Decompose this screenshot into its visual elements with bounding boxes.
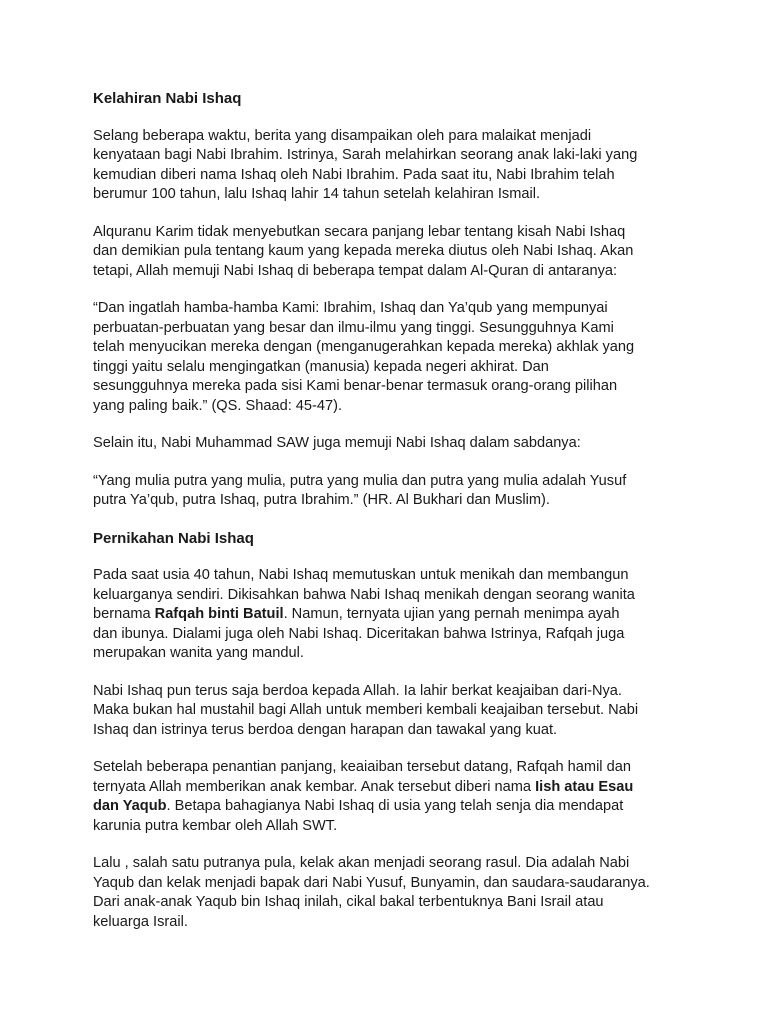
paragraph-nabi-muhammad: [93, 434, 693, 454]
text-run: ternyata Allah memberikan anak kembar. Anak tersebut diberi nama: [93, 778, 536, 795]
text-line: Dari anak-anak Yaqub bin Ishaq inilah, cikal bakal terbentuknya Bani Israil atau: [93, 894, 604, 910]
paragraph-kelahiran-intro: [93, 127, 693, 205]
text-line: Pada saat usia 40 tahun, Nabi Ishaq memutuskan untuk menikah dan membangun: [93, 567, 629, 583]
paragraph-anak-kembar: [93, 758, 693, 836]
text-line: merupakan wanita yang mandul.: [93, 645, 304, 661]
paragraph-nabi-yaqub: [93, 854, 693, 932]
text-line: Selang beberapa waktu, berita yang disampaikan oleh para malaikat menjadi: [93, 127, 592, 144]
text-line: “Yang mulia putra yang mulia, putra yang mulia dan putra yang mulia adalah Yusuf: [93, 472, 627, 489]
text-line: Alquranu Karim tidak menyebutkan secara panjang lebar tentang kisah Nabi Ishaq: [93, 223, 626, 240]
text-line: berumur 100 tahun, lalu Ishaq lahir 14 tahun setelah kelahiran Ismail.: [93, 186, 541, 202]
text-line: kenyataan bagi Nabi Ibrahim. Istrinya, Sarah melahirkan seorang anak laki-laki yang: [93, 147, 638, 163]
text-run: . Namun, ternyata ujian yang pernah menimpa ayah: [283, 606, 620, 622]
text-line: Ishaq dan istrinya terus berdoa dengan harapan dan tawakal yang kuat.: [93, 721, 558, 738]
section-title-kelahiran: Kelahiran Nabi Ishaq: [93, 90, 242, 107]
text-line: dan ibunya. Dialami juga oleh Nabi Ishaq. Diceritakan bahwa Istrinya, Rafqah juga: [93, 625, 625, 642]
text-run: . Betapa bahagianya Nabi Ishaq di usia yang telah senja dia mendapat: [166, 798, 624, 814]
quote-qs-shaad: [93, 299, 693, 416]
text-line: keluarga Israil.: [93, 913, 188, 930]
text-line: Setelah beberapa penantian panjang, keaiaiban tersebut datang, Rafqah hamil dan: [93, 759, 631, 775]
text-line: Selain itu, Nabi Muhammad SAW juga memuji Nabi Ishaq dalam sabdanya:: [93, 435, 581, 451]
text-line: Maka bukan hal mustahil bagi Allah untuk memberi kembali keajaiban tersebut. Nabi: [93, 702, 639, 718]
text-run: bernama: [93, 606, 155, 622]
text-line: telah menyucikan mereka dengan (menganugerahkan kepada mereka) akhlak yang: [93, 339, 635, 355]
text-line: “Dan ingatlah hamba-hamba Kami: Ibrahim, Ishaq dan Ya’qub yang mempunyai: [93, 300, 608, 316]
quote-hadith: [93, 472, 693, 511]
text-line: kemudian diberi nama Ishaq oleh Nabi Ibrahim. Pada saat itu, Nabi Ibrahim telah: [93, 166, 615, 183]
document-page: [93, 89, 693, 950]
text-line: yang paling baik.” (QS. Shaad: 45-47).: [93, 397, 343, 414]
text-line: Nabi Ishaq pun terus saja berdoa kepada Allah. Ia lahir berkat keajaiban dari-Nya.: [93, 682, 622, 699]
paragraph-alquran: [93, 223, 693, 282]
text-line: [93, 778, 693, 798]
text-line: [93, 605, 693, 625]
paragraph-pernikahan: [93, 566, 693, 664]
twins-name: Iish atau Esau: [535, 778, 634, 795]
text-line: perbuatan-perbuatan yang besar dan ilmu-ilmu yang tinggi. Sesungguhnya Kami: [93, 319, 614, 336]
paragraph-berdoa: [93, 682, 693, 741]
text-line: Yaqub dan kelak menjadi bapak dari Nabi Yusuf, Bunyamin, dan saudara-saudaranya.: [93, 874, 650, 891]
section-title-pernikahan: Pernikahan Nabi Ishaq: [93, 529, 254, 547]
text-line: Lalu , salah satu putranya pula, kelak akan menjadi seorang rasul. Dia adalah Nabi: [93, 855, 630, 871]
text-line: tinggi yaitu selalu mengingatkan (manusia) kepada negeri akhirat. Dan: [93, 358, 549, 375]
text-line: tetapi, Allah memuji Nabi Ishaq di beberapa tempat dalam Al-Quran di antaranya:: [93, 262, 618, 279]
text-line: [93, 797, 693, 817]
text-line: sesungguhnya mereka pada sisi Kami benar-benar termasuk orang-orang pilihan: [93, 378, 618, 394]
wife-name: Rafqah binti Batuil: [154, 606, 284, 622]
text-line: karunia putra kembar oleh Allah SWT.: [93, 817, 338, 834]
text-line: keluarganya sendiri. Dikisahkan bahwa Nabi Ishaq menikah dengan seorang wanita: [93, 586, 635, 603]
text-line: dan demikian pula tentang kaum yang kepada mereka diutus oleh Nabi Ishaq. Akan: [93, 243, 634, 259]
text-line: putra Ya’qub, putra Ishaq, putra Ibrahim.” (HR. Al Bukhari dan Muslim).: [93, 492, 550, 508]
twins-name: dan Yaqub: [93, 798, 167, 814]
